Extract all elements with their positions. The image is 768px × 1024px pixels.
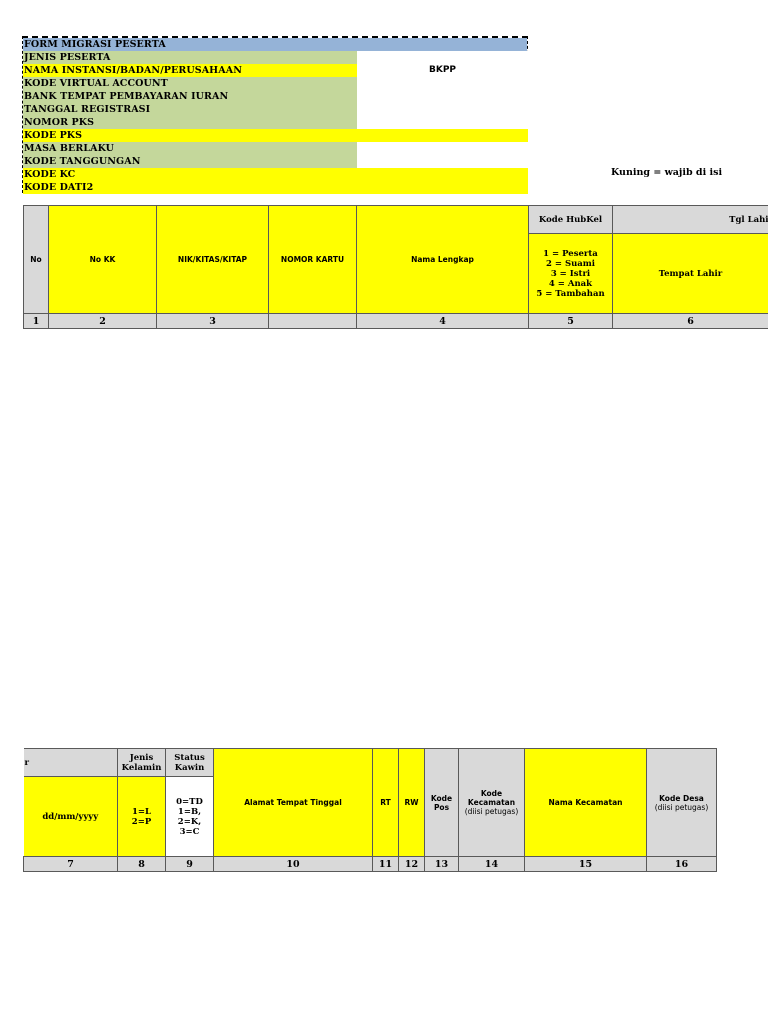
jk-option: 1=L <box>131 806 151 817</box>
col-number: 7 <box>24 857 118 872</box>
form-title-row <box>23 38 527 51</box>
form-row-kode-kc <box>23 168 528 181</box>
form-label: MASA BERLAKU <box>23 142 357 155</box>
col-header-no-kk: No KK <box>49 206 157 314</box>
col-header-kode-kecamatan <box>459 749 525 857</box>
col-header-tgl-lahir: Tgl Lahi <box>613 206 768 234</box>
form-label: NOMOR PKS <box>23 116 357 129</box>
form-row-tanggal-registrasi <box>23 103 528 116</box>
form-row-nama-instansi <box>23 64 528 77</box>
col-header-tempat-lahir: Tempat Lahir <box>613 234 768 314</box>
jk-option: 2=P <box>131 816 152 827</box>
form-value-cell[interactable] <box>357 142 528 155</box>
col-number: 3 <box>157 314 269 329</box>
form-value-cell[interactable] <box>357 129 528 142</box>
col-header-status-kawin: Status Kawin <box>166 749 214 777</box>
hubkel-option: 5 = Tambahan <box>536 288 605 299</box>
form-label: KODE VIRTUAL ACCOUNT <box>23 77 357 90</box>
sk-option: 2=K, <box>177 816 202 827</box>
form-label: KODE TANGGUNGAN <box>23 155 357 168</box>
form-label: NAMA INSTANSI/BADAN/PERUSAHAAN <box>23 64 357 77</box>
col-header-kode-desa <box>647 749 717 857</box>
form-label: KODE KC <box>23 168 357 181</box>
col-number: 1 <box>24 314 49 329</box>
hubkel-option: 4 = Anak <box>548 278 593 289</box>
sk-option: 1=B, <box>177 806 202 817</box>
col-header-kode-hubkel: Kode HubKel <box>529 206 613 234</box>
form-value-cell[interactable] <box>357 181 528 194</box>
col-number: 9 <box>166 857 214 872</box>
sk-options <box>166 777 214 857</box>
form-value-cell[interactable] <box>357 90 528 103</box>
migration-form-header <box>22 36 528 193</box>
form-label: JENIS PESERTA <box>23 51 357 64</box>
date-format-hint: dd/mm/yyyy <box>24 777 118 857</box>
col-header-nik: NIK/KITAS/KITAP <box>157 206 269 314</box>
col-number: 5 <box>529 314 613 329</box>
table-edge-mask <box>740 330 768 332</box>
kode-kecamatan-label: Kode Kecamatan <box>467 789 516 807</box>
form-row-nomor-pks <box>23 116 528 129</box>
col-number: 16 <box>647 857 717 872</box>
participant-table-part1 <box>23 205 768 329</box>
col-header-rt: RT <box>373 749 399 857</box>
col-header-jenis-kelamin: Jenis Kelamin <box>118 749 166 777</box>
form-row-jenis-peserta <box>23 51 528 64</box>
col-number: 4 <box>357 314 529 329</box>
sk-option: 0=TD <box>176 796 203 807</box>
col-header-nama-kecamatan: Nama Kecamatan <box>525 749 647 857</box>
form-row-kode-pks <box>23 129 528 142</box>
form-row-kode-va <box>23 77 528 90</box>
form-value-cell[interactable] <box>357 155 528 168</box>
col-number <box>269 314 357 329</box>
col-number: 15 <box>525 857 647 872</box>
form-row-kode-dati2 <box>23 181 528 194</box>
form-value-cell[interactable] <box>357 168 528 181</box>
form-value-cell[interactable]: BKPP <box>357 64 528 77</box>
hubkel-option: 2 = Suami <box>545 258 595 269</box>
jk-options <box>118 777 166 857</box>
form-title: FORM MIGRASI PESERTA <box>24 39 166 50</box>
form-value-cell[interactable] <box>357 77 528 90</box>
col-header-alamat: Alamat Tempat Tinggal <box>214 749 373 857</box>
col-header-no: No <box>24 206 49 314</box>
hubkel-options <box>529 234 613 314</box>
sk-option: 3=C <box>179 826 200 837</box>
col-header-tgl-lahir-tail: r <box>24 749 118 777</box>
col-number: 11 <box>373 857 399 872</box>
col-number: 10 <box>214 857 373 872</box>
col-header-nama-lengkap: Nama Lengkap <box>357 206 529 314</box>
col-header-kode-pos: Kode Pos <box>425 749 459 857</box>
form-value-cell[interactable] <box>357 51 528 64</box>
kode-desa-note: (diisi petugas) <box>654 802 709 812</box>
form-row-masa-berlaku <box>23 142 528 155</box>
kode-kecamatan-note: (diisi petugas) <box>464 807 519 816</box>
col-number: 13 <box>425 857 459 872</box>
kode-desa-label: Kode Desa <box>659 793 704 803</box>
form-label: KODE DATI2 <box>23 181 357 194</box>
col-number: 6 <box>613 314 768 329</box>
col-number: 12 <box>399 857 425 872</box>
form-row-kode-tanggungan <box>23 155 528 168</box>
form-label: KODE PKS <box>23 129 357 142</box>
col-number: 14 <box>459 857 525 872</box>
form-row-bank <box>23 90 528 103</box>
form-label: BANK TEMPAT PEMBAYARAN IURAN <box>23 90 357 103</box>
legend-note: Kuning = wajib di isi <box>611 167 723 178</box>
col-number: 8 <box>118 857 166 872</box>
hubkel-option: 1 = Peserta <box>543 248 598 259</box>
hubkel-option: 3 = Istri <box>550 268 591 279</box>
participant-table-part2 <box>23 748 717 872</box>
col-header-nomor-kartu: NOMOR KARTU <box>269 206 357 314</box>
form-value-cell[interactable] <box>357 103 528 116</box>
form-label: TANGGAL REGISTRASI <box>23 103 357 116</box>
col-number: 2 <box>49 314 157 329</box>
form-value-cell[interactable] <box>357 116 528 129</box>
col-header-rw: RW <box>399 749 425 857</box>
